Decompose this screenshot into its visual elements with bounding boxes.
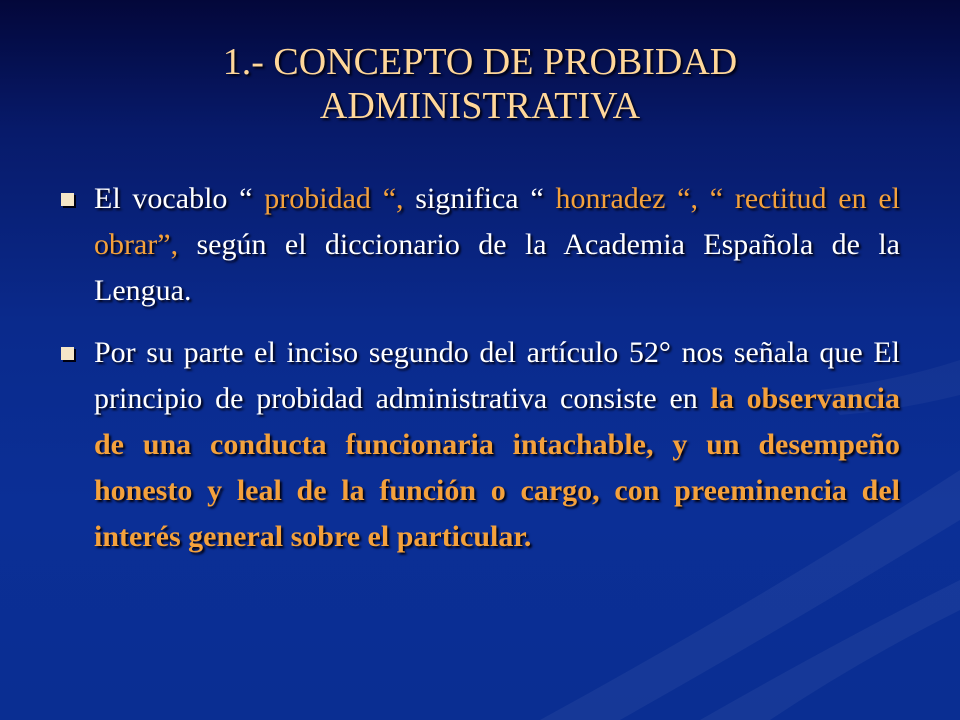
bullet-text: Por su parte el inciso segundo del artículo 52° nos señala que El principio de probidad administrativa consiste en — [94, 336, 900, 415]
slide-title-line-2: ADMINISTRATIVA — [319, 85, 641, 127]
highlight-honradez-rectitud: honradez “, “ rectitud en el obrar”, — [94, 182, 900, 261]
highlight-principle-definition: la observancia de una conducta funcionaria intachable, y un desempeño honesto y leal de la función o cargo, con preeminencia del interés general sobre el particular. — [94, 382, 900, 553]
bullet-text: según el diccionario de la Academia Española de la Lengua. — [94, 228, 900, 307]
bullet-item-article-52 — [58, 330, 900, 560]
slide-title — [120, 40, 840, 128]
slide-content — [58, 176, 900, 576]
bullet-text: El vocablo “ — [94, 182, 253, 215]
square-bullet-icon — [61, 347, 74, 360]
square-bullet-icon — [61, 193, 74, 206]
slide-title-line-1: 1.- CONCEPTO DE PROBIDAD — [222, 41, 738, 83]
bullet-text: significa “ — [403, 182, 544, 215]
highlight-probidad: probidad “, — [252, 182, 404, 215]
bullet-item-probidad-definition — [58, 176, 900, 314]
